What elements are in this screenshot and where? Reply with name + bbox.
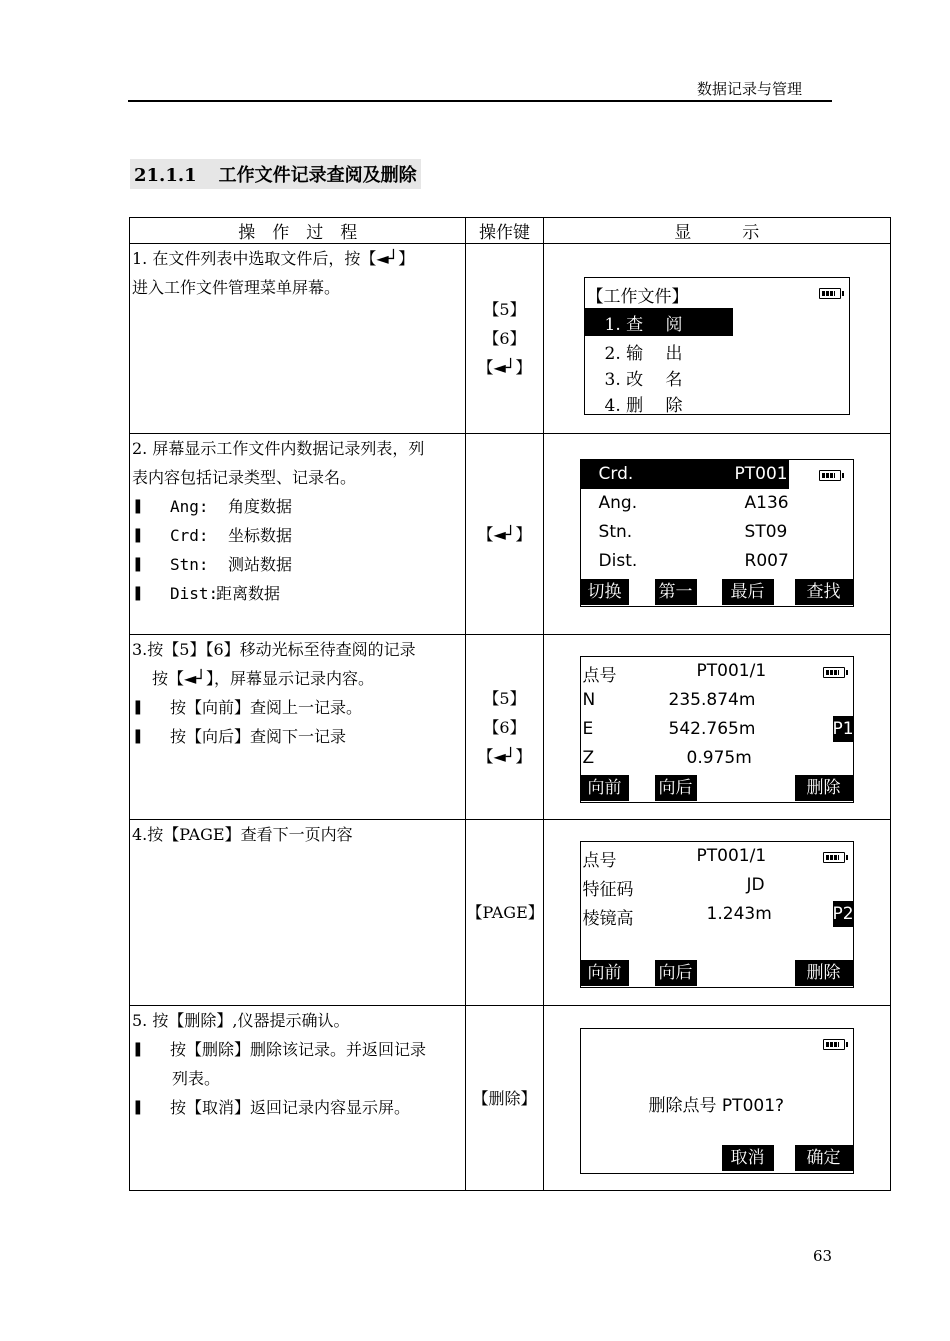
table-row: [130, 244, 891, 434]
code-label: 特征码: [582, 880, 634, 900]
bullet-icon: ❚: [132, 527, 144, 543]
header-display: 显 示: [543, 218, 890, 244]
height-label: 棱镜高: [582, 909, 634, 929]
code-value: JD: [746, 875, 765, 895]
key-enter: 【◄┘】: [477, 746, 532, 766]
z-label: Z: [582, 748, 595, 768]
point-name: PT001/1: [696, 661, 767, 681]
bullet-text: 按【向后】查阅下一记录: [170, 727, 347, 746]
process-cell: [130, 820, 466, 1006]
confirm-delete-screen: [580, 1028, 854, 1174]
menu-title: 【工作文件】: [586, 287, 689, 307]
list-name[interactable]: R007: [744, 551, 789, 571]
procedure-table: [129, 217, 891, 1191]
process-cell: [130, 1006, 466, 1191]
record-desc: 测站数据: [228, 555, 293, 574]
key-enter: 【◄┘】: [477, 358, 532, 377]
bullet-item: [132, 579, 465, 608]
list-type[interactable]: Crd.: [598, 464, 634, 484]
height-value: 1.243m: [706, 904, 772, 924]
bullet-item: [132, 492, 465, 521]
page-number: 63: [813, 1247, 833, 1265]
display-cell: [543, 820, 890, 1006]
header-process: 操 作 过 程: [130, 218, 466, 244]
menu-item-delete[interactable]: 4. 删 除: [604, 396, 683, 416]
bullet-icon: ❚: [132, 585, 144, 601]
section-title: 工作文件记录查阅及删除: [218, 165, 417, 186]
key-page: 【PAGE】: [466, 903, 544, 922]
bullet-text: 按【向前】查阅上一记录。: [170, 698, 363, 717]
bullet-item: [132, 1035, 465, 1064]
record-desc: 坐标数据: [228, 526, 293, 545]
display-cell: [543, 1006, 890, 1191]
process-cell: [130, 244, 466, 434]
bullet-item: [132, 693, 465, 722]
bullet-item: [132, 521, 465, 550]
bullet-item: [132, 722, 465, 751]
cancel-button[interactable]: 取消: [722, 1145, 774, 1171]
record-code: Ang:: [170, 497, 209, 516]
menu-screen: [584, 277, 850, 415]
key-6: 【6】: [483, 329, 526, 348]
key-5: 【5】: [483, 300, 526, 319]
list-name[interactable]: A136: [744, 493, 789, 513]
process-text: 3.按【5】【6】移动光标至待查阅的记录: [132, 640, 416, 659]
confirm-button[interactable]: 确定: [795, 1145, 853, 1171]
battery-icon: [823, 852, 845, 863]
battery-icon: [819, 470, 841, 481]
record-detail-screen: [580, 656, 854, 803]
key-5: 【5】: [483, 688, 526, 708]
running-header: 数据记录与管理: [696, 80, 802, 98]
header-keys: 操作键: [466, 218, 543, 244]
key-6: 【6】: [483, 717, 526, 737]
record-code: Stn:: [170, 555, 209, 574]
process-text: 进入工作文件管理菜单屏幕。: [132, 278, 341, 297]
next-button[interactable]: 向后: [655, 960, 697, 986]
list-name[interactable]: ST09: [744, 522, 788, 542]
last-button[interactable]: 最后: [722, 579, 774, 605]
menu-item-export[interactable]: 2. 输 出: [604, 344, 683, 364]
menu-item-rename[interactable]: 3. 改 名: [604, 370, 683, 390]
process-text: 5. 按【删除】,仪器提示确认。: [132, 1011, 350, 1030]
battery-icon: [823, 667, 845, 678]
table-header-row: [130, 218, 891, 244]
process-text: 4.按【PAGE】查看下一页内容: [132, 825, 353, 844]
table-row: [130, 434, 891, 635]
process-cell: [130, 635, 466, 820]
display-cell: [543, 244, 890, 434]
header-rule: [128, 100, 832, 102]
previous-button[interactable]: 向前: [581, 775, 629, 801]
record-desc: 角度数据: [228, 497, 293, 516]
keys-cell: [466, 820, 543, 1006]
bullet-icon: ❚: [132, 498, 144, 514]
section-heading: [130, 159, 421, 189]
list-name[interactable]: PT001: [734, 464, 788, 484]
process-text: 表内容包括记录类型、记录名。: [132, 468, 357, 487]
find-button[interactable]: 查找: [795, 579, 853, 605]
page-indicator: P1: [833, 716, 853, 742]
key-delete: 【删除】: [472, 1088, 537, 1108]
confirm-message: 删除点号 PT001?: [648, 1096, 785, 1116]
keys-cell: [466, 244, 543, 434]
list-type[interactable]: Stn.: [598, 522, 633, 542]
first-button[interactable]: 第一: [655, 579, 697, 605]
bullet-text: 按【删除】删除该记录。并返回记录: [170, 1040, 427, 1059]
table-row: [130, 820, 891, 1006]
switch-button[interactable]: 切换: [581, 579, 629, 605]
page-indicator: P2: [833, 901, 853, 927]
bullet-item: [132, 550, 465, 579]
list-type[interactable]: Dist.: [598, 551, 638, 571]
next-button[interactable]: 向后: [655, 775, 697, 801]
menu-item-view[interactable]: 1. 查 阅: [604, 315, 683, 335]
bullet-icon: ❚: [132, 1099, 144, 1115]
delete-button[interactable]: 删除: [795, 960, 853, 986]
point-label: 点号: [582, 666, 617, 686]
display-cell: [543, 434, 890, 635]
list-type[interactable]: Ang.: [598, 493, 638, 513]
bullet-text: 按【取消】返回记录内容显示屏。: [170, 1098, 411, 1117]
process-text: 1. 在文件列表中选取文件后，按【◄┘】: [132, 249, 415, 268]
bullet-icon: ❚: [132, 1041, 144, 1057]
previous-button[interactable]: 向前: [581, 960, 629, 986]
bullet-icon: ❚: [132, 556, 144, 572]
record-code: Crd:: [170, 526, 209, 545]
record-desc: 距离数据: [216, 584, 281, 603]
battery-icon: [819, 288, 841, 299]
process-text: 2. 屏幕显示工作文件内数据记录列表，列: [132, 439, 425, 458]
bullet-icon: ❚: [132, 699, 144, 715]
process-text: 按【◄┘】，屏幕显示记录内容。: [152, 669, 374, 688]
bullet-icon: ❚: [132, 728, 144, 744]
record-code: Dist:: [170, 584, 219, 603]
n-label: N: [582, 690, 596, 710]
keys-cell: [466, 434, 543, 635]
keys-cell: [466, 1006, 543, 1191]
section-number: 21.1.1: [134, 165, 197, 186]
z-value: 0.975m: [686, 748, 752, 768]
n-value: 235.874m: [668, 690, 756, 710]
e-label: E: [582, 719, 594, 739]
point-name: PT001/1: [696, 846, 767, 866]
record-detail-screen-page2: [580, 841, 854, 988]
process-cell: [130, 434, 466, 635]
key-enter: 【◄┘】: [477, 524, 532, 544]
keys-cell: [466, 635, 543, 820]
point-label: 点号: [582, 851, 617, 871]
e-value: 542.765m: [668, 719, 756, 739]
bullet-item: [132, 1093, 465, 1122]
display-cell: [543, 635, 890, 820]
table-row: [130, 1006, 891, 1191]
battery-icon: [823, 1039, 845, 1050]
delete-button[interactable]: 删除: [795, 775, 853, 801]
record-list-screen: [580, 459, 854, 607]
bullet-text: 列表。: [172, 1069, 221, 1088]
table-row: [130, 635, 891, 820]
